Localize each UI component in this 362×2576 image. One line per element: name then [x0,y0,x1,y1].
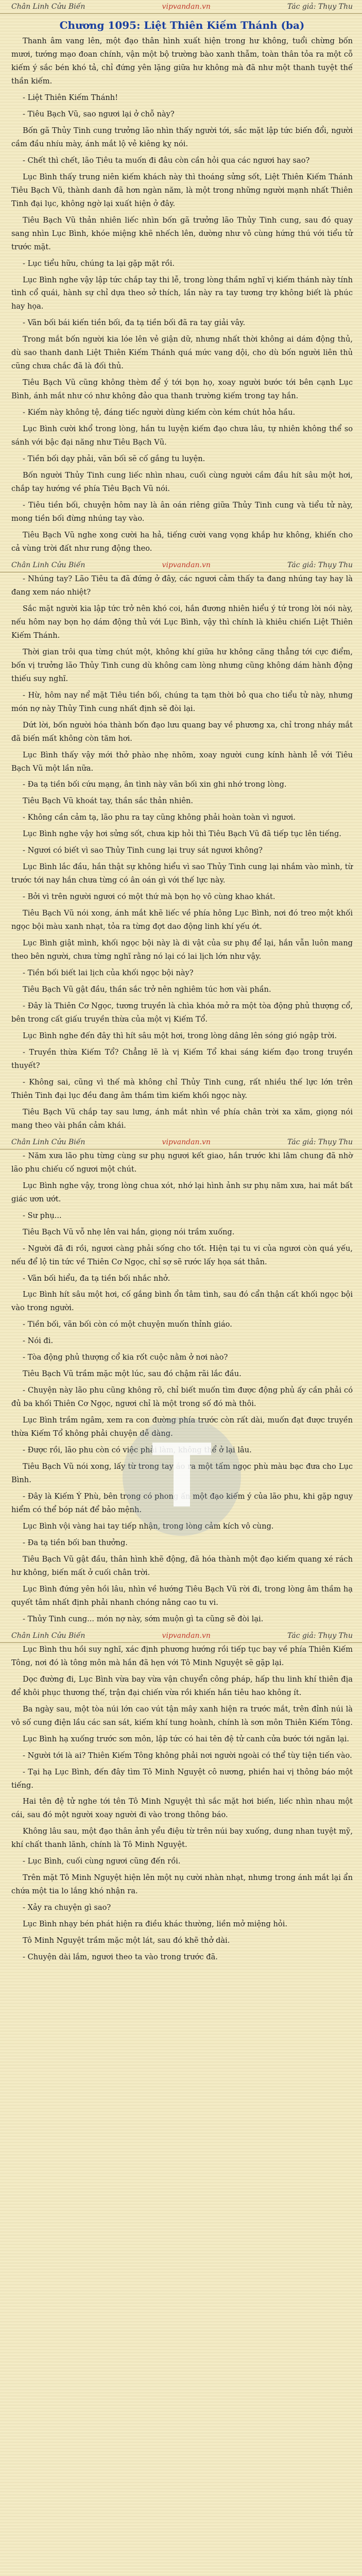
site-url[interactable]: vipvandan.vn [162,1138,211,1146]
chapter-section [0,14,362,555]
paragraph: - Năm xưa lão phu từng cùng sư phụ ngươi kết giao, hắn trước khi lâm chung đã nhờ lão phu chiếu cố ngươi một chút. [11,1151,353,1174]
paragraph: Lục Bình vội vàng hai tay tiếp nhận, trong lòng cảm kích vô cùng. [23,1522,274,1531]
paragraph: - Chuyện dài lắm, ngươi theo ta vào trong trước đã. [23,1953,218,1962]
paragraph: - Đa tạ tiền bối ban thưởng. [23,1538,128,1547]
chapter-body [11,1149,353,1626]
book-title: Chân Linh Cửu Biến [11,1631,85,1640]
chapter-body [11,1643,353,1964]
paragraph: - Tiền bối dạy phải, vãn bối sẽ cố gắng tu luyện. [23,454,205,464]
page-header [0,0,362,14]
paragraph: Lục Bình trầm ngâm, xem ra con đường phía trước còn rất dài, muốn đạt được truyền thừa Kiếm Tổ không phải chuyện dễ dàng. [11,1416,353,1438]
paragraph: - Vãn bối hiểu, đa tạ tiền bối nhắc nhở. [23,1274,170,1283]
paragraph: Tiêu Bạch Vũ nghe xong cười ha hả, tiếng cười vang vọng khắp hư không, khiến cho cả vùng trời đất như rung động theo. [11,530,353,553]
paragraph: - Nói đi. [23,1336,54,1346]
chapter-section [0,572,362,1132]
paragraph: - Không sai, cũng vì thế mà không chỉ Thủy Tinh cung, rất nhiều thế lực lớn trên Thiên Tinh đại lục đều đang âm thầm tìm kiếm khối ngọc này. [11,1077,353,1100]
paragraph: Lục Bình hít sâu một hơi, cố gắng bình ổn tâm tình, sau đó cẩn thận cất khối ngọc bội vào trong người. [11,1290,353,1313]
paragraph: Tiêu Bạch Vũ cũng không thèm để ý tới bọn họ, xoay người bước tới bên cạnh Lục Bình, ánh mắt như có như không đảo qua thanh trường kiếm trong tay hắn. [11,378,353,401]
paragraph: - Được rồi, lão phu còn có việc phải làm, không thể ở lại lâu. [23,1446,252,1455]
paragraph: Lục Bình nghe vậy lập tức chắp tay thi lễ, trong lòng thầm nghĩ vị kiếm thánh này tính tình cổ quái, hành sự chỉ dựa theo sở thích, lần này ra tay tương trợ không biết là phúc hay họa. [11,275,353,311]
paragraph: - Nhúng tay? Lão Tiêu ta đã đứng ở đây, các ngươi cảm thấy ta đang nhúng tay hay là đang xem náo nhiệt? [11,574,353,597]
paragraph: Không lâu sau, một đạo thân ảnh yểu điệu từ trên núi bay xuống, dung nhan tuyệt mỹ, khí chất thanh lãnh, chính là Tô Minh Nguyệt. [11,1827,353,1850]
page-header [0,558,362,572]
paragraph: Trên mặt Tô Minh Nguyệt hiện lên một nụ cười nhàn nhạt, nhưng trong ánh mắt lại ẩn chứa một tia lo lắng khó nhận ra. [11,1873,353,1896]
site-url[interactable]: vipvandan.vn [162,3,211,11]
chapter-title: Chương 1095: Liệt Thiên Kiếm Thánh (ba) [59,19,305,31]
paragraph: - Người tới là ai? Thiên Kiếm Tông không phải nơi người ngoài có thể tùy tiện tiến vào. [23,1751,352,1760]
author-label: Tác giả: Thụy Thu [287,1138,353,1146]
paragraph: Bốn người Thủy Tinh cung liếc nhìn nhau, cuối cùng người cầm đầu hít sâu một hơi, chắp tay hướng về phía Tiêu Bạch Vũ nói. [11,471,353,494]
paragraph: - Đây là Thiên Cơ Ngọc, tương truyền là chìa khóa mở ra một tòa động phủ thượng cổ, bên trong cất giấu truyền thừa của một vị Kiếm Tổ. [11,1002,353,1024]
paragraph: - Lục Bình, cuối cùng ngươi cũng đến rồi. [23,1857,181,1866]
paragraph: - Hừ, hôm nay nể mặt Tiêu tiền bối, chúng ta tạm thời bỏ qua cho tiểu tử này, nhưng món nợ này Thủy Tinh cung nhất định sẽ đòi lại. [11,690,353,713]
chapter-body [11,572,353,1132]
paragraph: Lục Bình thấy vậy mới thở phào nhẹ nhõm, xoay người cung kính hành lễ với Tiêu Bạch Vũ một lần nữa. [11,750,353,773]
chapter-section [0,1643,362,1964]
page-header [0,1629,362,1643]
paragraph: - Tiêu Bạch Vũ, sao ngươi lại ở chỗ này? [23,109,175,118]
paragraph: Tiêu Bạch Vũ gật đầu, thần sắc trở nên nghiêm túc hơn vài phần. [23,985,271,994]
paragraph: Ba ngày sau, một tòa núi lớn cao vút tận mây xanh hiện ra trước mắt, trên đỉnh núi là vô số cung điện lầu các san sát, kiếm khí tung hoành, chính là sơn môn Thiên Kiếm Tông. [11,1704,353,1727]
paragraph: Tiêu Bạch Vũ nói xong, ánh mắt khẽ liếc về phía hông Lục Bình, nơi đó treo một khối ngọc bội màu xanh nhạt, tỏa ra từng đợt dao động linh khí yếu ớt. [11,909,353,931]
paragraph: - Xảy ra chuyện gì sao? [23,1903,111,1912]
paragraph: Lục Bình thu hồi suy nghĩ, xác định phương hướng rồi tiếp tục bay về phía Thiên Kiếm Tông, nơi đó là tông môn mà hắn đã hẹn với Tô Minh Nguyệt sẽ gặp lại. [11,1645,353,1667]
paragraph: - Tiêu tiền bối, chuyện hôm nay là ân oán riêng giữa Thủy Tinh cung và tiểu tử này, mong tiền bối đừng nhúng tay vào. [11,501,353,523]
paragraph: Hai tên đệ tử nghe tới tên Tô Minh Nguyệt thì sắc mặt hơi biến, liếc nhìn nhau một cái, sau đó một người xoay người đi vào trong thông báo. [11,1797,353,1820]
paragraph: - Kiếm này không tệ, đáng tiếc người dùng kiếm còn kém chút hỏa hầu. [23,408,296,417]
paragraph: - Sư phụ... [23,1211,62,1220]
page-header [0,1136,362,1149]
paragraph: - Ngươi có biết vì sao Thủy Tinh cung lại truy sát ngươi không? [23,846,263,855]
paragraph: - Vãn bối bái kiến tiền bối, đa tạ tiền bối đã ra tay giải vây. [23,318,246,328]
paragraph: Lục Bình giật mình, khối ngọc bội này là di vật của sư phụ để lại, hắn vẫn luôn mang theo bên người, chưa từng nghĩ rằng nó lại có lai lịch lớn như vậy. [11,939,353,961]
paragraph: Lục Bình đứng yên hồi lâu, nhìn về hướng Tiêu Bạch Vũ rời đi, trong lòng âm thầm hạ quyết tâm nhất định phải nhanh chóng nâng cao tu vi. [11,1584,353,1607]
paragraph: Lục Bình nhạy bén phát hiện ra điều khác thường, liền mở miệng hỏi. [23,1920,288,1929]
paragraph: Tiêu Bạch Vũ chắp tay sau lưng, ánh mắt nhìn về phía chân trời xa xăm, giọng nói mang theo vài phần cảm khái. [11,1107,353,1130]
paragraph: Lục Bình nghe đến đây thì hít sâu một hơi, trong lòng dâng lên sóng gió ngập trời. [23,1031,337,1040]
site-url[interactable]: vipvandan.vn [162,1631,211,1640]
paragraph: Lục Bình thấy trung niên kiếm khách này thì thoáng sửng sốt, Liệt Thiên Kiếm Thánh Tiêu Bạch Vũ, thành danh đã hơn ngàn năm, là một trong những người mạnh nhất Thiên Tinh đại lục, không ngờ lại xuất hiện ở đây. [11,172,353,208]
paragraph: - Lục tiểu hữu, chúng ta lại gặp mặt rồi. [23,259,175,268]
paragraph: - Đây là Kiếm Ý Phù, bên trong có phong ấn một đạo kiếm ý của lão phu, khi gặp nguy hiểm có thể bóp nát để bảo mệnh. [11,1492,353,1515]
paragraph: - Tòa động phủ thượng cổ kia rốt cuộc nằm ở nơi nào? [23,1353,228,1362]
paragraph: Sắc mặt người kia lập tức trở nên khó coi, hắn đương nhiên hiểu ý tứ trong lời nói này, nếu hôm nay bọn họ dám động thủ với Lục Bình, vậy thì chính là khiêu chiến Liệt Thiên Kiếm Thánh. [11,604,353,640]
paragraph: - Người đã đi rồi, ngươi càng phải sống cho tốt. Hiện tại tu vi của ngươi còn quá yếu, nếu để lộ tin tức về Thiên Cơ Ngọc, chỉ sợ sẽ rước lấy họa sát thân. [11,1244,353,1266]
paragraph: Tiêu Bạch Vũ nói xong, lấy từ trong tay áo ra một tấm ngọc phù màu bạc đưa cho Lục Bình. [11,1462,353,1485]
paragraph: - Chuyện này lão phu cũng không rõ, chỉ biết muốn tìm được động phủ ấy cần phải có đủ ba khối Thiên Cơ Ngọc, ngươi chỉ là một trong số đó mà thôi. [11,1386,353,1409]
paragraph: Tiêu Bạch Vũ gật đầu, thân hình khẽ động, đã hóa thành một đạo kiếm quang xé rách hư không, biến mất ở cuối chân trời. [11,1554,353,1577]
paragraph: Dọc đường đi, Lục Bình vừa bay vừa vận chuyển công pháp, hấp thu linh khí thiên địa để khôi phục thương thế, trận đại chiến vừa rồi khiến hắn tiêu hao không ít. [11,1674,353,1697]
chapter-body [11,35,353,555]
paragraph: Lục Bình cười khổ trong lòng, hắn tu luyện kiếm đạo chưa lâu, tự nhiên không thể so sánh với bậc đại năng như Tiêu Bạch Vũ. [11,425,353,447]
author-label: Tác giả: Thụy Thu [287,561,353,569]
paragraph: Tiêu Bạch Vũ thản nhiên liếc nhìn bốn gã trưởng lão Thủy Tinh cung, sau đó quay sang nhìn Lục Bình, khóe miệng khẽ nhếch lên, dường như vô cùng hứng thú với tiểu tử trước mặt. [11,215,353,251]
paragraph: - Không cần cảm tạ, lão phu ra tay cũng không phải hoàn toàn vì ngươi. [23,813,296,822]
site-logo-watermark: T [123,1417,241,1536]
paragraph: Dứt lời, bốn người hóa thành bốn đạo lưu quang bay về phương xa, chỉ trong nháy mắt đã biến mất không còn tăm hơi. [11,720,353,743]
paragraph: - Tiền bối biết lai lịch của khối ngọc bội này? [23,969,194,978]
paragraph: - Thủy Tinh cung... món nợ này, sớm muộn gì ta cũng sẽ đòi lại. [23,1614,264,1623]
paragraph: Thanh âm vang lên, một đạo thân hình xuất hiện trong hư không, tuổi chừng bốn mươi, tướng mạo đoan chính, vận một bộ trường bào xanh thẫm, toàn thân tỏa ra một cỗ kiếm ý sắc bén khó tả, chỉ đứng yên lặng giữa hư không mà đã như một thanh tuyệt thế thần kiếm. [11,37,353,86]
paragraph: Tô Minh Nguyệt trầm mặc một lát, sau đó khẽ thở dài. [23,1936,230,1945]
paragraph: - Đa tạ tiền bối cứu mạng, ân tình này vãn bối xin ghi nhớ trong lòng. [23,780,287,789]
paragraph: - Liệt Thiên Kiếm Thánh! [23,93,118,102]
book-title: Chân Linh Cửu Biến [11,1138,85,1146]
site-url[interactable]: vipvandan.vn [162,561,211,569]
book-title: Chân Linh Cửu Biến [11,561,85,569]
paragraph: Tiêu Bạch Vũ trầm mặc một lúc, sau đó chậm rãi lắc đầu. [23,1369,242,1379]
paragraph: - Bởi vì trên người ngươi có một thứ mà bọn họ vô cùng khao khát. [23,892,275,902]
paragraph: - Tiền bối, vãn bối còn có một chuyện muốn thỉnh giáo. [23,1320,232,1329]
chapter-section [0,1149,362,1626]
paragraph: Trong mắt bốn người kia lóe lên vẻ giận dữ, nhưng nhất thời không ai dám động thủ, dù sao thanh danh Liệt Thiên Kiếm Thánh quá mức vang dội, cho dù bốn người liên thủ cũng chưa chắc đã là đối thủ. [11,335,353,371]
paragraph: - Truyền thừa Kiếm Tổ? Chẳng lẽ là vị Kiếm Tổ khai sáng kiếm đạo trong truyền thuyết? [11,1047,353,1070]
paragraph: Tiêu Bạch Vũ vỗ nhẹ lên vai hắn, giọng nói trầm xuống. [23,1227,235,1236]
book-title: Chân Linh Cửu Biến [11,3,85,11]
paragraph: Tiêu Bạch Vũ khoát tay, thần sắc thản nhiên. [23,796,194,806]
paragraph: - Tại hạ Lục Bình, đến đây tìm Tô Minh Nguyệt cô nương, phiền hai vị thông báo một tiếng. [11,1767,353,1790]
paragraph: Lục Bình hạ xuống trước sơn môn, lập tức có hai tên đệ tử canh cửa bước tới ngăn lại. [23,1734,350,1743]
author-label: Tác giả: Thụy Thu [287,1631,353,1640]
paragraph: Lục Bình lắc đầu, hắn thật sự không hiểu vì sao Thủy Tinh cung lại nhắm vào mình, từ trước tới nay hắn chưa từng có ân oán gì với thế lực này. [11,862,353,885]
paragraph: - Chết thì chết, lão Tiêu ta muốn đi đâu còn cần hỏi qua các ngươi hay sao? [23,156,310,165]
paragraph: Bốn gã Thủy Tinh cung trưởng lão nhìn thấy người tới, sắc mặt lập tức biến đổi, người cầm đầu nhíu mày, ánh mắt lộ vẻ kiêng kỵ nói. [11,126,353,148]
paragraph: Lục Bình nghe vậy, trong lòng chua xót, nhớ lại hình ảnh sư phụ năm xưa, hai mắt bất giác ươn ướt. [11,1181,353,1204]
paragraph: Lục Bình nghe vậy hơi sửng sốt, chưa kịp hỏi thì Tiêu Bạch Vũ đã tiếp tục lên tiếng. [23,829,341,839]
paragraph: Thời gian trôi qua từng chút một, không khí giữa hư không căng thẳng tới cực điểm, bốn vị trưởng lão Thủy Tinh cung dù không cam lòng nhưng cũng không dám hành động thiếu suy nghĩ. [11,647,353,683]
author-label: Tác giả: Thụy Thu [287,3,353,11]
